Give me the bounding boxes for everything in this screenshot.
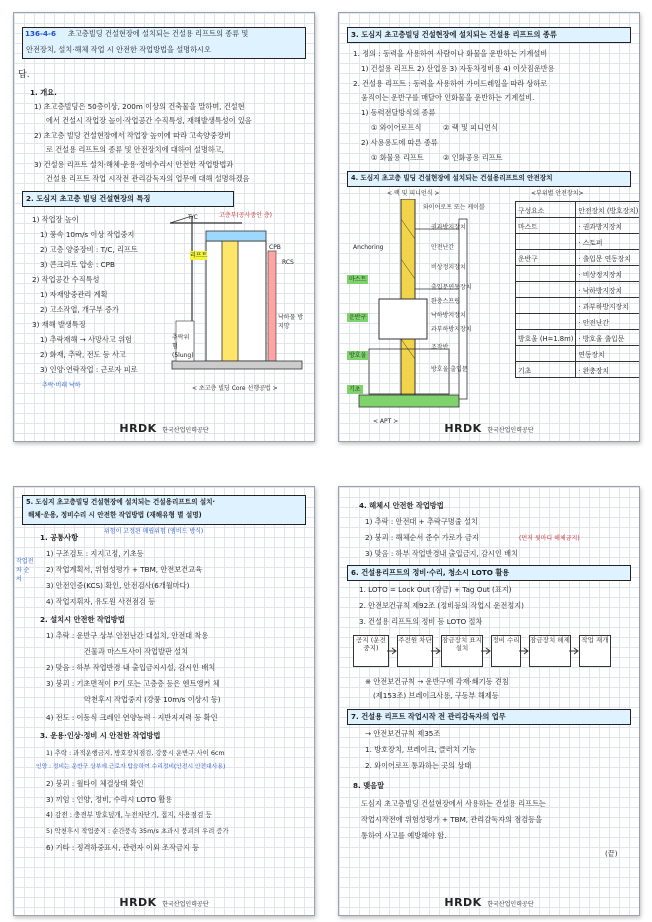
p3-a-note: 위험이 고정된 매립위험 (엠비드 방식) — [104, 528, 204, 535]
fig-label-3: 비상정지장치 — [431, 264, 466, 271]
s2-a: 1) 작업장 높이 — [32, 215, 79, 224]
table-row: 연동장치 — [516, 346, 641, 362]
p4-e4b: (제153조) 브레이크사용, 구동부 해제등 — [373, 691, 499, 700]
question-number: 136-4-6 — [25, 29, 56, 38]
s2-note: 추락·비래 낙하 — [42, 382, 81, 389]
p4-g3: 통하여 사고를 예방해야 함. — [361, 831, 447, 840]
fig-label-0: 와이어로프 또는 케이블 — [423, 204, 485, 211]
fig-label-5: 완충스프링 — [431, 298, 460, 305]
s1-line-1: 1) 초고층빌딩은 50층이상, 200m 이상의 건축물을 말하며, 건설현 — [34, 102, 245, 111]
p4-e1: 1. LOTO = Lock Out (잠금) + Tag Out (표지) — [359, 585, 512, 594]
flow-arrows — [339, 645, 639, 657]
table-row: 기초 · 완충장치 — [516, 362, 641, 378]
flow-step-3: 잠금장치 표지설치 — [441, 635, 483, 667]
footer — [339, 896, 639, 909]
section-1-heading: 1. 개요. — [30, 88, 57, 97]
arrow-icon — [431, 648, 440, 654]
fig-label-4: 출입문연동장치 — [431, 284, 472, 291]
p4-g2: 작업시작전에 위험성평가 + TBM, 관리감독자의 점검등을 — [361, 815, 543, 824]
table-row: · 안전난간 — [516, 314, 641, 330]
s1-line-4: 로 건설용 리프트의 종류 및 안전장치에 대하여 설명하고, — [46, 145, 224, 154]
table-row: · 비상정지장치 — [516, 266, 641, 282]
p3-a: 1. 공통사항 — [40, 533, 79, 542]
section-8-heading: 8. 맺음말 — [353, 781, 385, 790]
table-header: 안전장치 (방호장치) — [576, 202, 640, 218]
p3-a2: 2) 작업계획서, 위험성평가 + TBM, 안전보건교육 — [46, 565, 203, 574]
fig-rcs: RCS — [282, 259, 294, 266]
section-5-heading: 5. 도심지 초고층빌딩 건설현장에 설치되는 건설용리프트의 설치· — [26, 498, 215, 506]
fig-top-note: 고층부(공사중인 층) — [219, 212, 272, 219]
anchor-label: Anchoring — [353, 244, 384, 251]
hrdk-logo: HRDK — [444, 896, 482, 909]
p4-d: 4. 해체시 안전한 작업방법 — [359, 501, 444, 510]
arrow-icon — [519, 648, 528, 654]
p3-c4: 4) 감전 : 충전부 방호덮개, 누전차단기, 접지, 사용점검 등 — [46, 811, 212, 819]
guard-label: 방호울 — [349, 352, 367, 359]
s2-c2: 2) 화재, 추락, 전도 등 사고 — [40, 350, 126, 359]
fig-label-7: 과부하방지장치 — [431, 326, 472, 333]
arrow-icon — [569, 648, 578, 654]
p3-b2: 2) 맞음 : 하부 작업반경 내 출입금지시설, 감시인 배치 — [46, 663, 216, 672]
lift-figure — [349, 199, 499, 424]
ground — [172, 361, 302, 369]
p2-l2b: 움직이는 운반구를 매달아 인화물을 운반하는 기계설비. — [361, 93, 535, 102]
p2-l1: 1. 정의 : 동력을 사용하여 사람이나 화물을 운반하는 기계설비 — [353, 49, 548, 58]
s2-a3: 3) 콘크리트 압송 : CPB — [40, 260, 115, 269]
p2-l2: 2. 건설용 리프트 : 동력을 사용하여 가이드레일을 따라 상하로 — [353, 79, 548, 88]
car-label: 운반구 — [349, 314, 367, 321]
hrdk-logo: HRDK — [119, 422, 157, 435]
hrdk-logo: HRDK — [119, 896, 157, 909]
page-4 — [338, 486, 640, 916]
table-header: 구성요소 — [516, 202, 576, 218]
p4-d2-note: (먼저 윗마디 해체금지) — [519, 535, 580, 542]
answer-label: 답. — [18, 70, 30, 80]
s2-c1: 1) 추락재해 → 사망사고 위험 — [40, 335, 132, 344]
p4-f2: 2. 와이어로프 통과하는 곳의 상태 — [365, 761, 472, 770]
s1-line-6: 건설용 리프트 작업 시작전 관리감독자의 업무에 대해 설명하겠음 — [46, 174, 250, 183]
org-name: 한국산업인력공단 — [487, 901, 534, 908]
fig-net: 낙하물 방지망 — [278, 314, 304, 330]
table-caption: <부위별 안전장치> — [531, 190, 584, 197]
table-row: 운반구 · 출입문 연동장치 — [516, 250, 641, 266]
flow-step-4: 정비 수리 — [491, 635, 521, 667]
s1-line-5: 3) 건설용 리프트 설치·해체·운용·정비수리시 안전한 작업방법과 — [34, 160, 234, 169]
section-3-heading: 3. 도심지 초고층빌딩 건설현장에 설치되는 건설용 리프트의 종류 — [351, 30, 557, 39]
fig-cpb: CPB — [269, 244, 281, 251]
flow-step-6: 작업 재개 — [579, 635, 611, 667]
s2-a1: 1) 풍속 10m/s 이상 작업중지 — [40, 230, 135, 239]
p3-c: 3. 운용·인상·정비 시 안전한 작업방법 — [40, 731, 161, 740]
rcs-platform — [206, 231, 266, 241]
p2-l3: 1) 동력전달방식의 종류 — [361, 108, 436, 117]
page-1 — [13, 12, 315, 442]
fig-label-6: 낙하방지장치 — [431, 312, 466, 319]
p2-l3b: ② 랙 및 피니언식 — [443, 123, 498, 132]
p3-c3: 3) 끼임 : 인양, 정비, 수리시 LOTO 활용 — [46, 795, 173, 804]
fig-caption: < 랙 및 피니언식 > — [387, 190, 440, 197]
arrow-icon — [387, 648, 396, 654]
page-3 — [13, 486, 315, 916]
fig-label-2: 안전난간 — [431, 244, 455, 251]
s2-b2: 2) 고소작업, 개구부 증가 — [40, 305, 120, 314]
table-header-row — [516, 202, 641, 218]
side-note: 작업전차 순서 — [16, 558, 34, 583]
table-row: · 낙하방지장치 — [516, 282, 641, 298]
p4-d2: 2) 붕괴 : 해체순서 준수 가로가 금지 — [365, 533, 479, 542]
p3-b3b: 악천후시 작업중지 (강풍 10m/s 이상시 등) — [84, 695, 221, 704]
s2-c: 3) 재해 발생특징 — [32, 320, 86, 329]
p4-g1: 도심지 초고층빌딩 건설현장에서 사용하는 건설용 리프트는 — [361, 799, 547, 808]
fig-lift: 리프트 — [190, 252, 208, 259]
fig-label-1: 권과방지장치 — [431, 224, 466, 231]
base-label: 기초 — [349, 386, 361, 393]
section-6-heading: 6. 건설용리프트의 정비·수리, 청소시 LOTO 활용 — [351, 568, 510, 577]
org-name: 한국산업인력공단 — [162, 427, 209, 434]
safety-net — [268, 251, 276, 361]
p3-b: 2. 설치시 안전한 작업방법 — [40, 615, 125, 624]
mast-label: 마스트 — [349, 276, 367, 283]
p4-f1: 1. 방호장치, 브레이크, 클러치 기능 — [365, 745, 476, 754]
s2-c3: 3) 인양·연락작업 : 근로자 피로 — [40, 365, 138, 374]
table-row: · 과부하방지장치 — [516, 298, 641, 314]
question-line-2: 안전장치, 설치·해체 작업 시 안전한 작업방법을 설명하시오 — [26, 45, 211, 54]
car-body — [379, 299, 427, 339]
s1-line-3: 2) 초고층 빌딩 건설현장에서 작업장 높이에 따라 고속양중장비 — [34, 131, 231, 140]
p3-b1b: 건물과 마스트사이 작업발판 설치 — [84, 647, 189, 656]
section-2-heading: 2. 도심지 초고층 빌딩 건설현장의 특징 — [26, 194, 151, 203]
p4-d1: 1) 추락 : 안전대 + 추락구명줄 설치 — [365, 517, 478, 526]
org-name: 한국산업인력공단 — [162, 901, 209, 908]
p3-b4: 4) 전도 : 이동식 크레인 연양능력 · 지반지지력 등 확인 — [46, 713, 218, 722]
apt-label: < APT > — [373, 418, 399, 425]
org-name: 한국산업인력공단 — [487, 427, 534, 434]
fig-caption: < 초고층 빌딩 Core 선행공법 > — [192, 385, 278, 392]
fig-fall: 추락위험 (5lung) — [172, 334, 194, 359]
p2-l4: 2) 사용용도에 따른 종류 — [361, 138, 438, 147]
p3-a4: 4) 작업지휘자, 유도원 사전점검 등 — [46, 597, 156, 606]
p4-e4: ※ 안전보건규칙 → 운반구에 각재·쐐기등 견침 — [365, 677, 509, 686]
foundation — [359, 395, 459, 407]
table-row: 방호울 (H=1.8m) · 방호울 출입문 — [516, 330, 641, 346]
s2-a2: 2) 고층 양중장비 : T/C, 리프트 — [40, 245, 138, 254]
footer — [14, 896, 314, 909]
p3-b1: 1) 추락 : 운반구 상부 안전난간 대설치, 안전대 착용 — [46, 631, 209, 640]
fig-label-9: 방호울 출입문 — [431, 366, 468, 373]
section-5-heading-2: 해체·운용, 정비수리 시 안전한 작업방법 (재해유형 별 설명) — [28, 511, 202, 519]
p3-b3: 3) 붕괴 : 기초면적이 P기 또는 고층층 등은 엔트앵커 체 — [46, 679, 220, 688]
section-7-heading: 7. 건설용 리프트 작업시작 전 관리감독자의 업무 — [351, 712, 506, 721]
s1-line-2: 에서 건설시 작업장 높이·작업공간 수직특성, 재해발생특성이 있음 — [46, 116, 252, 125]
p3-c6: 6) 기타 : 정격하중표시, 관련자 이외 조작금지 등 — [46, 843, 200, 852]
p4-e3: 3. 건설용 리프트의 정비 등 LOTO 절차 — [359, 617, 483, 626]
flow-step-5: 잠금장치 해제 — [529, 635, 571, 667]
s2-b1: 1) 자재양중관리 계획 — [40, 290, 108, 299]
table-row: · 스토퍼 — [516, 234, 641, 250]
p3-a1: 1) 구조검토 : 지지고정, 기초등 — [46, 549, 144, 558]
question-line-1: 초고층빌딩 건설현장에 설치되는 건설용 리프트의 종류 및 — [68, 29, 249, 38]
p2-l4a: ① 화물용 리프트 — [371, 153, 424, 162]
p2-l4b: ② 인화공용 리프트 — [443, 153, 503, 162]
fig-label-8: 조작반 — [431, 344, 449, 351]
footer — [14, 422, 314, 435]
p4-d3: 3) 맞음 : 하부 작업반경내 출입금지, 감시인 배치 — [365, 549, 519, 558]
section-4-heading: 4. 도심지 초고층 빌딩 건설현장에 설치되는 건설용리프트의 안전장치 — [351, 174, 553, 182]
lift-shaft — [222, 241, 238, 361]
table-row: 마스트 · 권과방지장치 — [516, 218, 641, 234]
p3-c1: 1) 추락 : 과적운행금지, 방호장치점검, 강풍시 운반구 사이 6cm — [46, 749, 225, 757]
p3-c2: 2) 붕괴 : 월타이 체결상태 확인 — [46, 779, 144, 788]
safety-table — [515, 201, 640, 378]
fig-tc: T/C — [188, 214, 198, 221]
s2-b: 2) 작업공간 수직특성 — [32, 275, 100, 284]
flow-step-1: 공지 (운전중지) — [353, 635, 389, 667]
arrow-icon — [481, 648, 490, 654]
flow-step-2: 주전원 차단 — [397, 635, 433, 667]
page-2 — [338, 12, 640, 442]
hrdk-logo: HRDK — [444, 422, 482, 435]
p3-c1b: 인양 : 정비는 운반구 상부에 근로자 탑승하여 수리정비(안전시 안전대사용) — [36, 764, 226, 770]
p3-a3: 3) 안전인증(KCS) 확인, 안전검사(6개월마다) — [46, 581, 190, 590]
p2-l1a: 1) 건설용 리프트 2) 산업용 3) 자동차정비용 4) 이삿짐운반용 — [361, 64, 555, 73]
end-mark: (끝) — [605, 849, 618, 858]
p3-c5: 5) 악천후시 작업중지 : 순간풍속 35m/s 초과시 붕괴의 우려 증가 — [46, 827, 229, 835]
footer — [339, 422, 639, 435]
p4-e2: 2. 안전보건규칙 제92조 (정비등의 작업시 운전정지) — [359, 601, 524, 610]
p2-l3a: ① 와이어로프식 — [371, 123, 422, 132]
p4-f0: → 안전보건규칙 제35조 — [365, 729, 441, 738]
